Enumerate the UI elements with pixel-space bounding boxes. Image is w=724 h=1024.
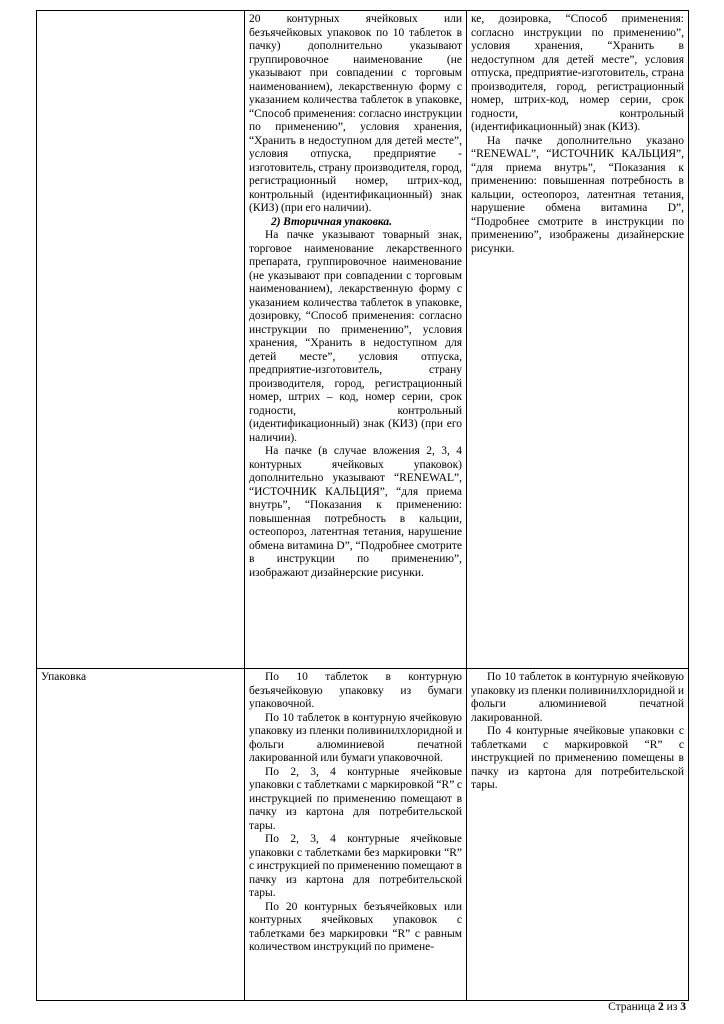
packaging-right-cell (467, 669, 689, 1001)
paragraph: На пачке (в случае вложения 2, 3, 4 контурных ячейковых упаковок) дополнительно указывают “RENEWAL”, “ИСТОЧНИК КАЛЬЦИЯ”, “для приема внутрь”, “Показания к применению: повышенная потребность в кальции, остеопороз, латентная тетания, нарушение обмена витамина D”, “Подробнее смотрите в инструкции по применению”, изображают дизайнерские рисунки. (249, 445, 462, 579)
paragraph: На пачке указывают товарный знак, торговое наименование лекарственного препарата, группировочное наименование (не указывают при совпадении с торговым наименованием), лекарственную форму с указанием количества таблеток в упаковке, дозировку, “Способ применения: согласно инструкции по применению”, условия хранения, “Хранить в недоступном для детей месте”, условия отпуска, предприятие-изготовитель, страну производителя, город, регистрационный номер, штрих – код, номер серии, срок годности, контрольный (идентификационный) знак (КИЗ) (при его наличии). (249, 229, 462, 444)
page-footer (608, 1001, 686, 1014)
row-label: Упаковка (41, 671, 87, 683)
row-label-cell-empty (37, 11, 245, 669)
footer-total-pages: 3 (680, 1001, 686, 1013)
table-row (37, 11, 689, 669)
paragraph: По 2, 3, 4 контурные ячейковые упаковки с таблетками с маркировкой “R” с инструкцией по применению помещают в пачку из картона для потребительской тары. (249, 765, 462, 832)
paragraph: По 20 контурных безъячейковых или контурных ячейковых упаковок с таблетками без маркировки “R” с равным количеством инструкций по примене- (249, 900, 462, 953)
paragraph: По 10 таблеток в контурную ячейковую упаковку из пленки поливинилхлоридной и фольги алюминиевой печатной лакированной. (471, 671, 684, 724)
paragraph: По 2, 3, 4 контурные ячейковые упаковки с таблетками без маркировки “R” с инструкцией по применению помещают в пачку из картона для потребительской тары. (249, 833, 462, 899)
labelling-continued-right-cell (467, 11, 689, 669)
paragraph: По 4 контурные ячейковые упаковки с таблетками с маркировкой “R” с инструкцией по применению помещены в пачку из картона для потребительской тары. (471, 725, 684, 791)
registration-document-table (36, 10, 689, 1001)
footer-page-number: 2 (658, 1001, 664, 1013)
labelling-continued-left-cell (245, 11, 467, 669)
paragraph: 2) Вторичная упаковка. (271, 215, 393, 228)
paragraph: На пачке дополнительно указано “RENEWAL”, “ИСТОЧНИК КАЛЬЦИЯ”, “для приема внутрь”, “Показания к применению: повышенная потребность в кальции, остеопороз, латентная тетания, нарушение обмена витамина D”, “Подробнее смотрите в инструкции по применению”, изображены дизайнерские рисунки. (471, 134, 684, 255)
paragraph: 20 контурных ячейковых или безъячейковых упаковок по 10 таблеток в пачку) дополнительно указывают группировочное наименование (не указывают при совпадении с торговым наименованием), лекарственную форму с указанием количества таблеток в упаковке, “Способ применения: согласно инструкции по применению”, условия хранения, “Хранить в недоступном для детей месте”, условия отпуска, предприятие - изготовитель, страну производителя, город, регистрационный номер, штрих-код, контрольный (идентификационный) знак (КИЗ) (при его наличии). (249, 13, 462, 214)
footer-word-of: из (666, 1001, 678, 1013)
row-label-cell-packaging (37, 669, 245, 1001)
paragraph: По 10 таблеток в контурную безъячейковую упаковку из бумаги упаковочной. (249, 671, 462, 710)
paragraph: По 10 таблеток в контурную ячейковую упаковку из пленки поливинилхлоридной и фольги алюминиевой печатной лакированной или бумаги упаковочной. (249, 711, 462, 764)
footer-word-page: Страница (608, 1001, 656, 1013)
table-row (37, 669, 689, 1001)
packaging-left-cell (245, 669, 467, 1001)
paragraph: ке, дозировка, “Способ применения: согласно инструкции по применению”, условия хранения, “Хранить в недоступном для детей месте”, условия отпуска, предприятие-изготовитель, страна производителя, город, регистрационный номер, штрих-код, номер серии, срок годности, контрольный (идентификационный) знак (КИЗ). (471, 13, 684, 133)
